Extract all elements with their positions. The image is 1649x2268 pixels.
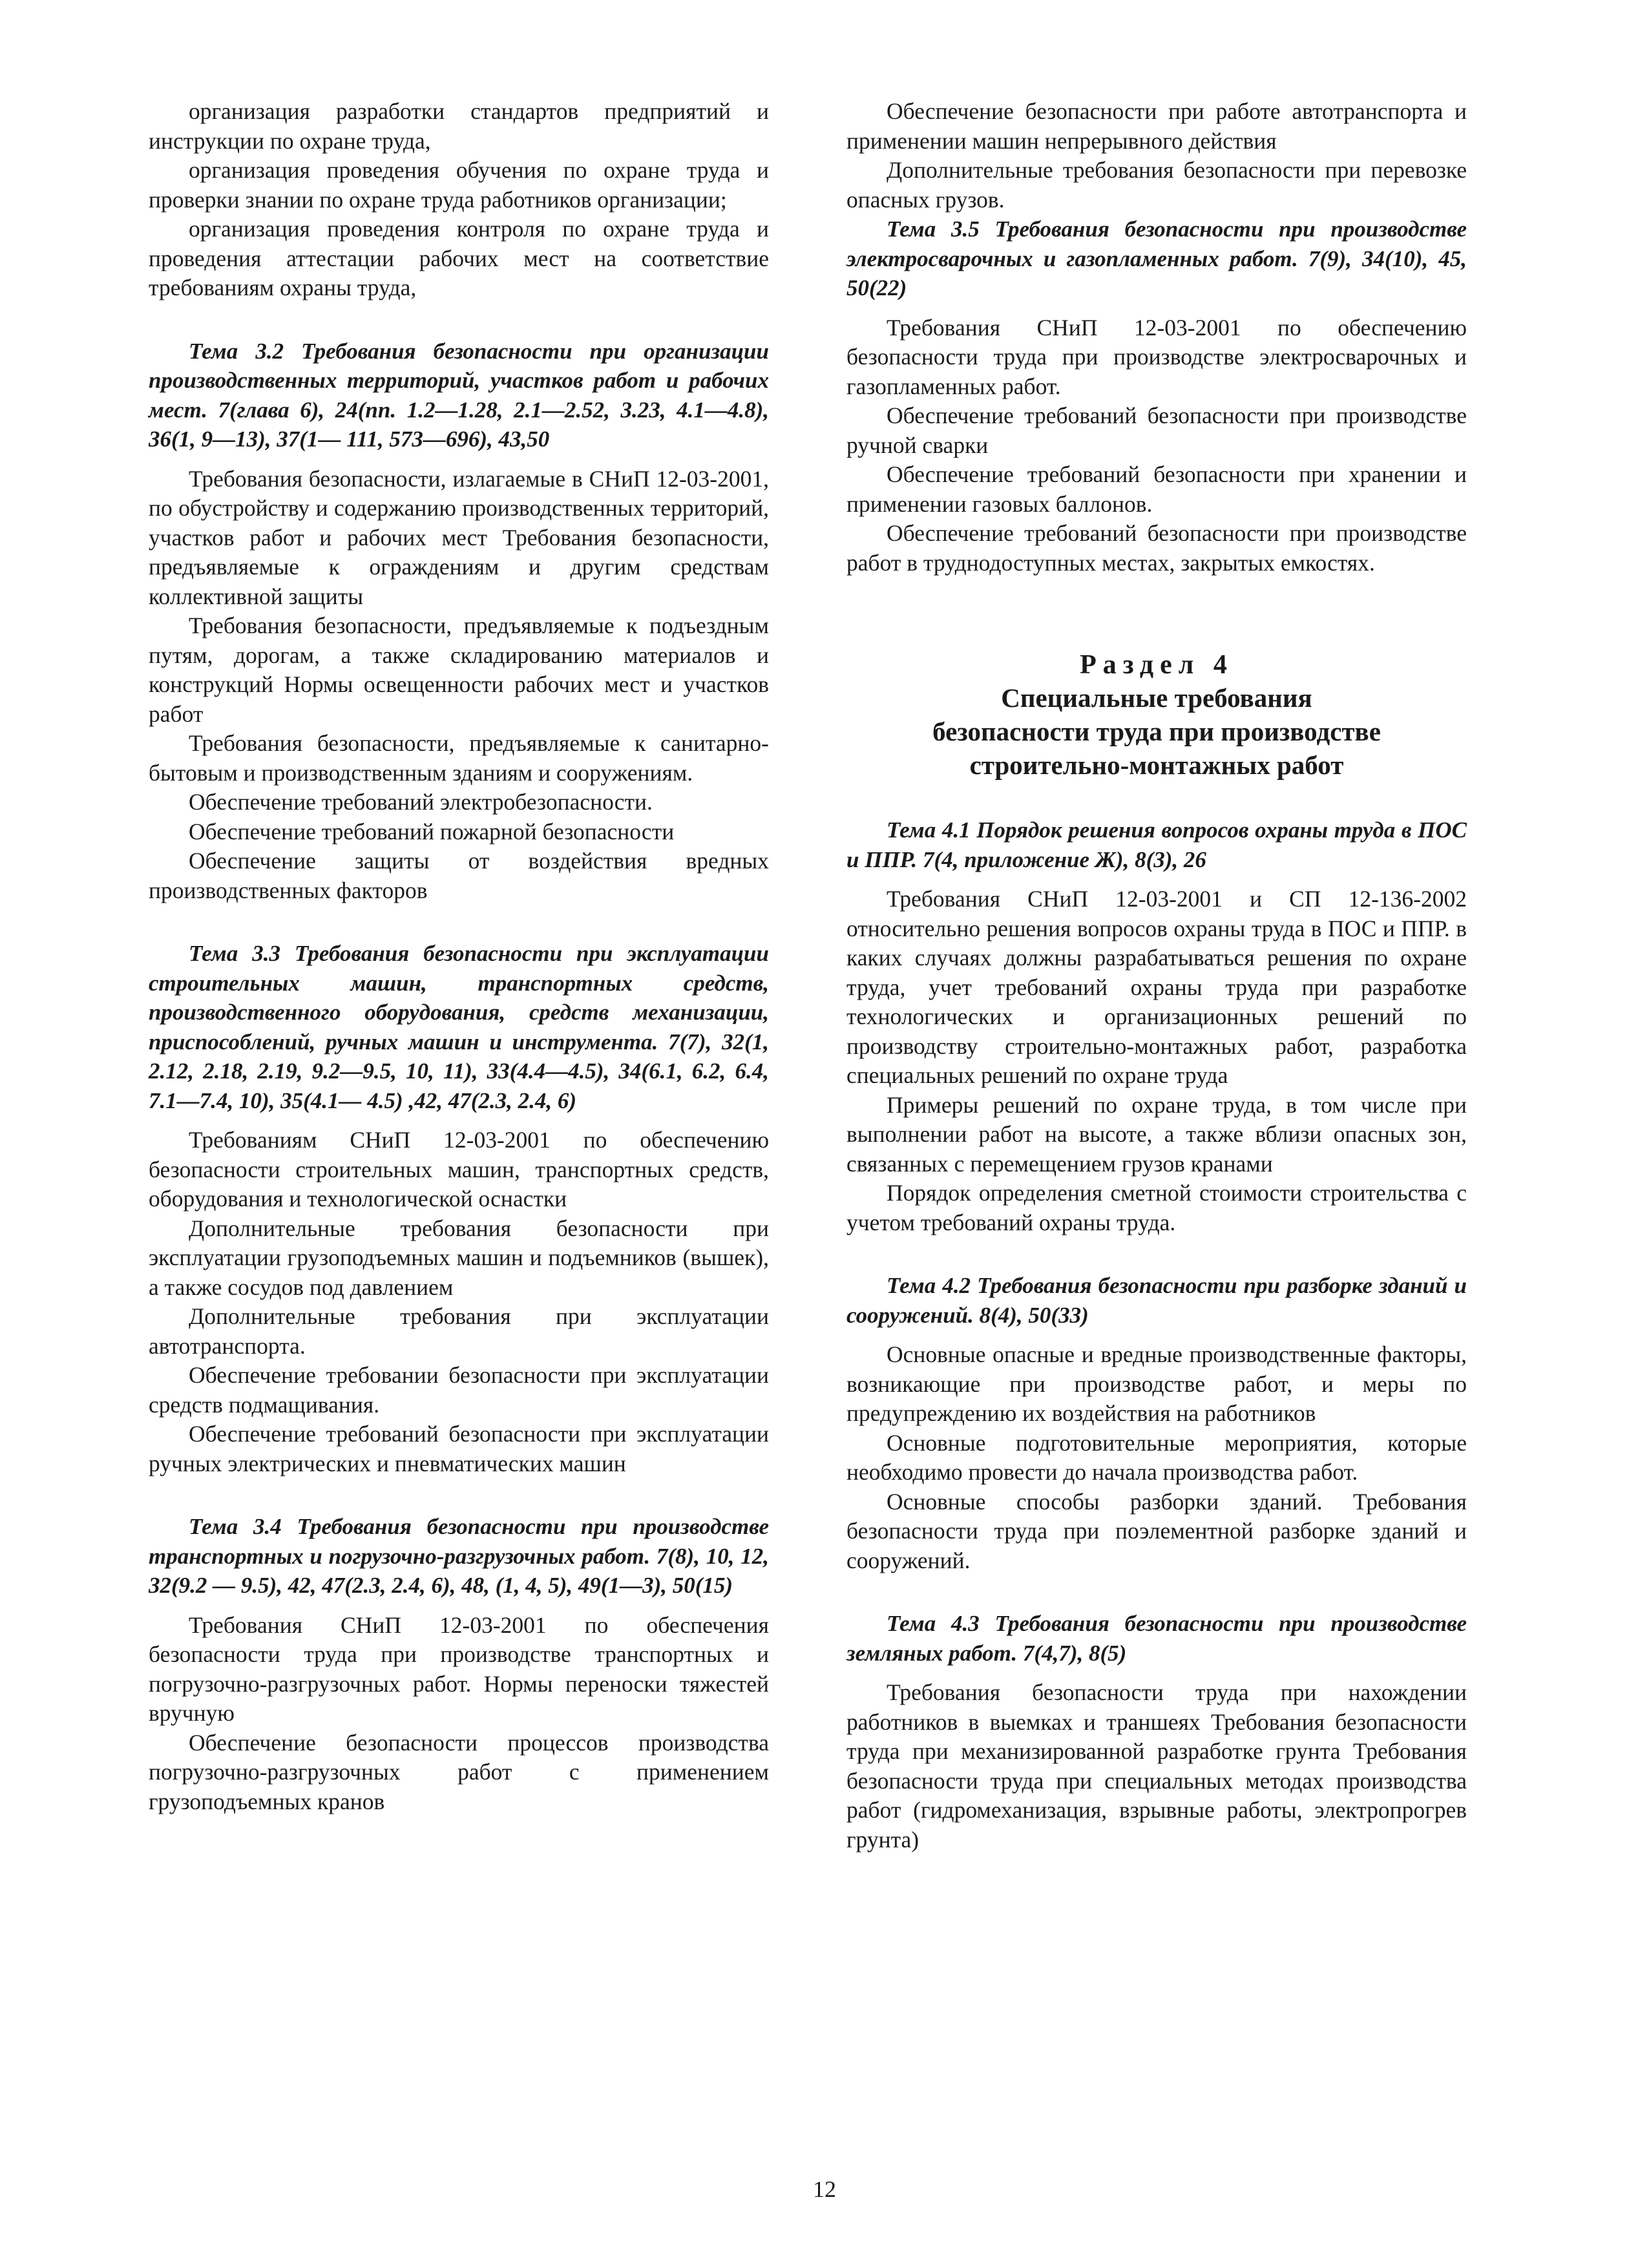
intro-paragraph: организация проведения контроля по охране труда и проведения аттестации рабочих мест на соответствие требованиям охраны труда, (149, 216, 769, 300)
topic-4-1-paragraph: Примеры решений по охране труда, в том числе при выполнении работ на высоте, а также вблизи опасных зон, связанных с перемещением грузов кранами (846, 1091, 1467, 1177)
continuation-paragraph: Обеспечение безопасности при работе автотранспорта и применении машин непрерывного действия (846, 98, 1467, 154)
right-column (846, 97, 1467, 1854)
topic-4-2-paragraph: Основные способы разборки зданий. Требования безопасности труда при поэлементной разборке зданий и сооружений. (846, 1488, 1467, 1573)
topic-3-3-heading: Тема 3.3 Требования безопасности при эксплуатации строительных машин, транспортных средств, производственного оборудования, средств механизации, приспособлений, ручных машин и инструмента. 7(7), 32(1, 2.12, 2.18, 2.19, 9.2—9.5, 10, 11), 33(4.4—4.5), 34(6.1, 6.2, 6.4, 7.1—7.4, 10), 35(4.1— 4.5) ,42, 47(2.3, 2.4, 6) (149, 941, 769, 1113)
topic-3-2-paragraph: Обеспечение защиты от воздействия вредных производственных факторов (149, 848, 769, 903)
section-title-line: строительно-монтажных работ (969, 750, 1344, 780)
topic-3-4-heading: Тема 3.4 Требования безопасности при производстве транспортных и погрузочно-разгрузочных работ. 7(8), 10, 12, 32(9.2 — 9.5), 42, 47(2.3, 2.4, 6), 48, (1, 4, 5), 49(1—3), 50(15) (149, 1514, 769, 1598)
topic-3-3-paragraph: Обеспечение требований безопасности при эксплуатации ручных электрических и пневматических машин (149, 1421, 769, 1476)
topic-3-5-paragraph: Обеспечение требований безопасности при хранении и применении газовых баллонов. (846, 461, 1467, 517)
topic-3-2-paragraph: Требования безопасности, предъявляемые к санитарно-бытовым и производственным зданиям и сооружениям. (149, 730, 769, 786)
topic-4-1-paragraph: Требования СНиП 12-03-2001 и СП 12-136-2002 относительно решения вопросов охраны труда в ПОС и ППР. в каких случаях должны разрабатываться решения по охране труда, учет требований охраны труда при разработке технологических и организационных решений по производству строительно-монтажных работ, разработка специальных решений по охране труда (846, 886, 1467, 1088)
topic-3-4-paragraph: Обеспечение безопасности процессов производства погрузочно-разгрузочных работ с применением грузоподъемных кранов (149, 1729, 769, 1814)
topic-3-2-paragraph: Обеспечение требований электробезопасности. (189, 789, 653, 815)
topic-3-2-heading: Тема 3.2 Требования безопасности при организации производственных территорий, участков работ и рабочих мест. 7(глава 6), 24(пп. 1.2—1.28, 2.1—2.52, 3.23, 4.1—4.8), 36(1, 9—13), 37(1— 111, 573—696), 43,50 (149, 338, 769, 452)
section-title-line: Специальные требования (1001, 683, 1312, 713)
topic-3-5-paragraph: Требования СНиП 12-03-2001 по обеспечению безопасности труда при производстве электросварочных и газопламенных работ. (846, 314, 1467, 399)
section-4-heading (846, 649, 1467, 782)
topic-4-2-heading: Тема 4.2 Требования безопасности при разборке зданий и сооружений. 8(4), 50(33) (846, 1273, 1467, 1328)
section-title-line: безопасности труда при производстве (932, 717, 1381, 746)
topic-3-2-paragraph: Требования безопасности, излагаемые в СНиП 12-03-2001, по обустройству и содержанию производственных территорий, участков работ и рабочих мест Требования безопасности, предъявляемые к ограждениям и другим средствам коллективной защиты (149, 465, 769, 609)
topic-3-2-paragraph: Обеспечение требований пожарной безопасности (189, 818, 675, 845)
topic-4-1-paragraph: Порядок определения сметной стоимости строительства с учетом требований охраны труда. (846, 1180, 1467, 1235)
continuation-paragraph: Дополнительные требования безопасности при перевозке опасных грузов. (846, 157, 1467, 213)
topic-4-1-heading: Тема 4.1 Порядок решения вопросов охраны труда в ПОС и ППР. 7(4, приложение Ж), 8(3), 26 (846, 817, 1467, 872)
intro-paragraph: организация разработки стандартов предприятий и инструкции по охране труда, (149, 98, 769, 154)
left-column (149, 97, 769, 1816)
section-label: Раздел 4 (1080, 650, 1234, 680)
topic-3-2-paragraph: Требования безопасности, предъявляемые к подъездным путям, дорогам, а также складированию материалов и конструкций Нормы освещенности рабочих мест и участков работ (149, 613, 769, 727)
topic-4-3-heading: Тема 4.3 Требования безопасности при производстве земляных работ. 7(4,7), 8(5) (846, 1611, 1467, 1666)
topic-4-2-paragraph: Основные подготовительные мероприятия, которые необходимо провести до начала производства работ. (846, 1429, 1467, 1485)
topic-3-5-paragraph: Обеспечение требований безопасности при производстве работ в труднодоступных местах, закрытых емкостях. (846, 520, 1467, 576)
topic-3-5-heading: Тема 3.5 Требования безопасности при производстве электросварочных и газопламенных работ. 7(9), 34(10), 45, 50(22) (846, 216, 1467, 300)
topic-3-3-paragraph: Дополнительные требования при эксплуатации автотранспорта. (149, 1303, 769, 1359)
intro-paragraph: организация проведения обучения по охране труда и проверки знании по охране труда работников организации; (149, 157, 769, 213)
topic-3-3-paragraph: Дополнительные требования безопасности при эксплуатации грузоподъемных машин и подъемников (вышек), а также сосудов под давлением (149, 1215, 769, 1300)
page-number: 12 (813, 2176, 836, 2202)
topic-3-3-paragraph: Обеспечение требовании безопасности при эксплуатации средств подмащивания. (149, 1362, 769, 1418)
topic-4-2-paragraph: Основные опасные и вредные производственные факторы, возникающие при производстве работ, и меры по предупреждению их воздействия на работников (846, 1341, 1467, 1426)
topic-4-3-paragraph: Требования безопасности труда при нахождении работников в выемках и траншеях Требования безопасности труда при механизированной разработке грунта Требования безопасности труда при специальных методах производства работ (гидромеханизация, взрывные работы, электропрогрев грунта) (846, 1679, 1467, 1853)
topic-3-5-paragraph: Обеспечение требований безопасности при производстве ручной сварки (846, 403, 1467, 458)
topic-3-4-paragraph: Требования СНиП 12-03-2001 по обеспечения безопасности труда при производстве транспортных и погрузочно-разгрузочных работ. Нормы переноски тяжестей вручную (149, 1612, 769, 1726)
topic-3-3-paragraph: Требованиям СНиП 12-03-2001 по обеспечению безопасности строительных машин, транспортных средств, оборудования и технологической оснастки (149, 1127, 769, 1212)
